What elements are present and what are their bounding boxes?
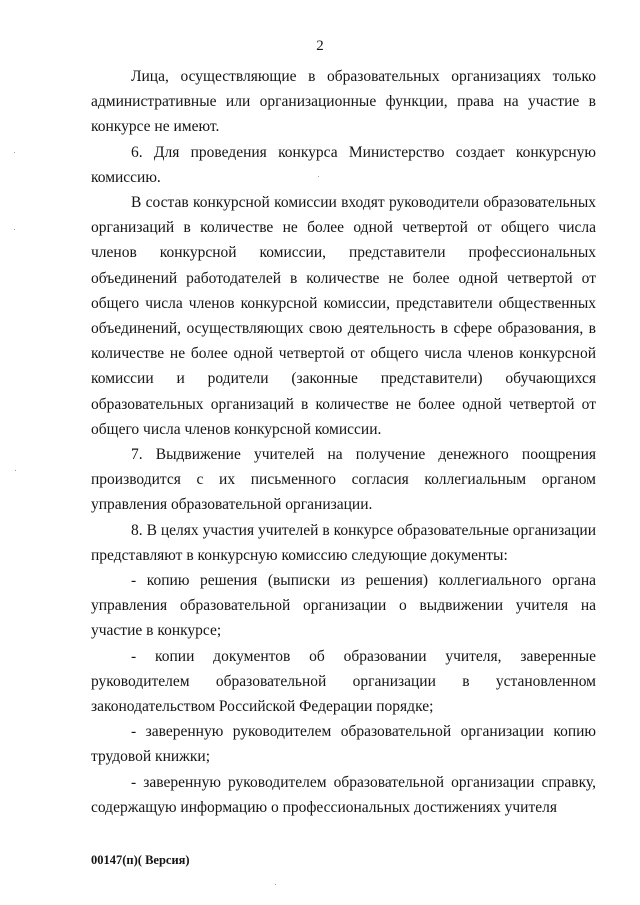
page-number: 2 bbox=[316, 38, 324, 54]
scan-speck bbox=[318, 176, 319, 177]
paragraph: В состав конкурсной комиссии входят руководители образовательных организаций в количестве не более одной четвертой от общего числа членов конкурсной комиссии, представители профессиональных объединений работодателей в количестве не более одной четвертой от общего числа членов конкурсной комиссии, представители общественных объединений, осуществляющих свою деятельность в сфере образования, в количестве не более одной четвертой от общего числа членов конкурсной комиссии и родители (законные представители) обучающихся образовательных организаций в количестве не более одной четвертой от общего числа членов конкурсной комиссии. bbox=[91, 194, 596, 438]
scan-speck bbox=[275, 884, 276, 885]
scan-speck bbox=[15, 470, 16, 471]
footer-code: 00147(п)( Версия) bbox=[91, 853, 190, 867]
paragraph: 8. В целях участия учителей в конкурсе образовательные организации представляют в конкурсную комиссию следующие документы: bbox=[91, 521, 596, 564]
document-body bbox=[91, 64, 596, 820]
list-item: - заверенную руководителем образовательной организации копию трудовой книжки; bbox=[91, 723, 596, 766]
paragraph: Лица, осуществляющие в образовательных организациях только административные или организационные функции, права на участие в конкурсе не имеют. bbox=[91, 68, 596, 136]
paragraph: 7. Выдвижение учителей на получение денежного поощрения производится с их письменного согласия коллегиальным органом управления образовательной организации. bbox=[91, 446, 596, 514]
scan-speck bbox=[14, 229, 15, 230]
paragraph: 6. Для проведения конкурса Министерство создает конкурсную комиссию. bbox=[91, 143, 596, 186]
list-item: - копию решения (выписки из решения) коллегиального органа управления образовательной организации о выдвижении учителя на участие в конкурсе; bbox=[91, 572, 596, 640]
scan-speck bbox=[14, 152, 15, 153]
list-item: - копии документов об образовании учителя, заверенные руководителем образовательной организации в установленном законодательством Российской Федерации порядке; bbox=[91, 647, 596, 716]
list-item: - заверенную руководителем образовательной организации справку, содержащую информацию о профессиональных достижениях учителя bbox=[91, 773, 596, 816]
